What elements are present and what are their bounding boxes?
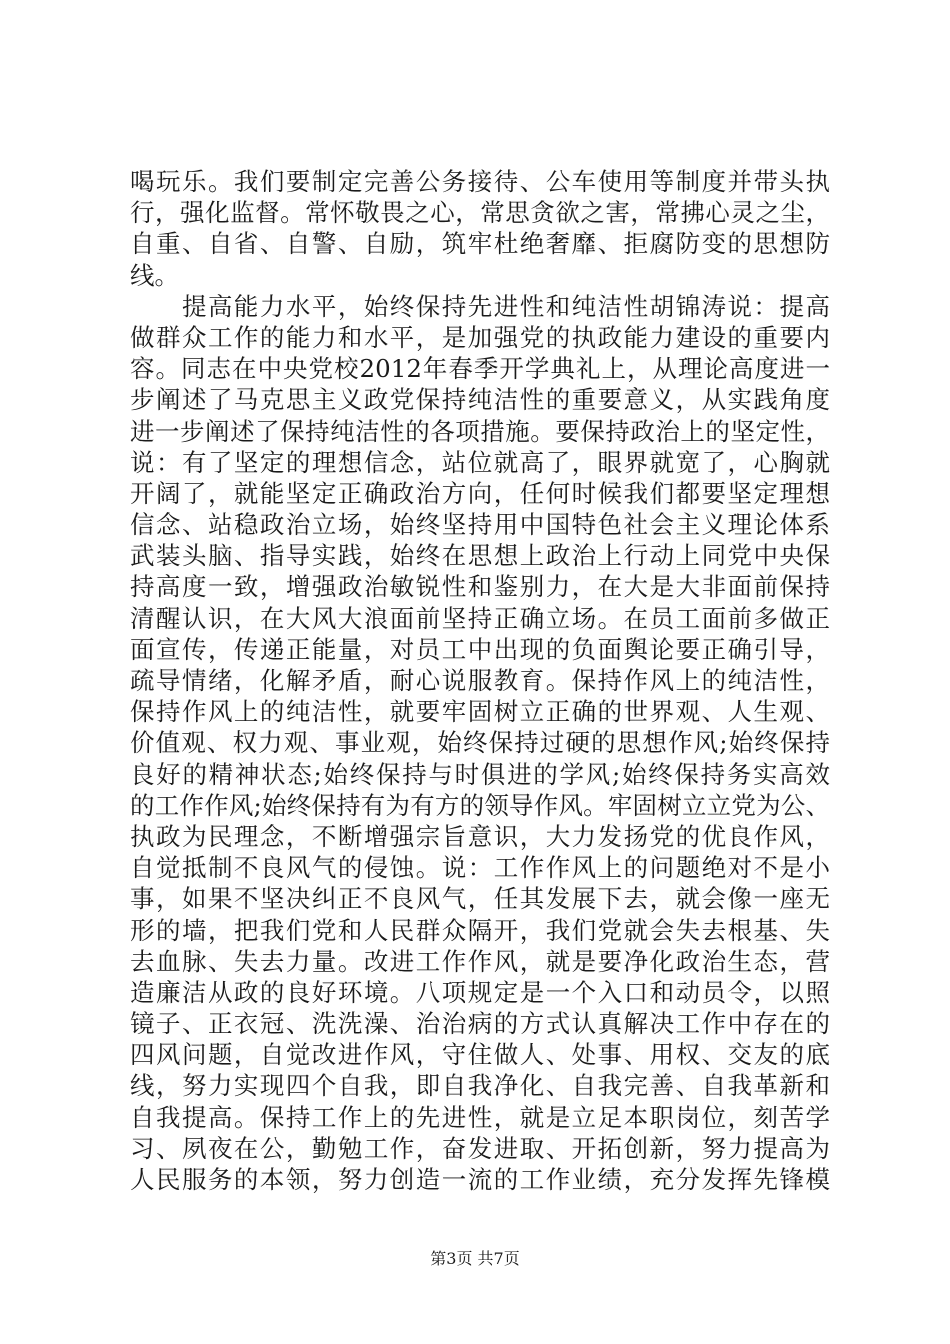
text-line: 形的墙，把我们党和人民群众隔开，我们党就会失去根基、失 xyxy=(130,915,830,945)
text-line: 自觉抵制不良风气的侵蚀。说：工作作风上的问题绝对不是小 xyxy=(130,853,830,883)
text-line: 价值观、权力观、事业观，始终保持过硬的思想作风;始终保持 xyxy=(130,728,830,758)
page-number-footer: 第3页 共7页 xyxy=(430,1249,520,1268)
text-line: 开阔了，就能坚定正确政治方向，任何时候我们都要坚定理想 xyxy=(130,478,830,508)
text-line: 做群众工作的能力和水平，是加强党的执政能力建设的重要内 xyxy=(130,322,830,352)
text-line: 容。同志在中央党校2012年春季开学典礼上，从理论高度进一 xyxy=(130,354,830,384)
text-line: 信念、站稳政治立场，始终坚持用中国特色社会主义理论体系 xyxy=(130,510,830,540)
text-line: 去血脉、失去力量。改进工作作风，就是要净化政治生态，营 xyxy=(130,946,830,976)
text-line: 习、夙夜在公，勤勉工作，奋发进取、开拓创新，努力提高为 xyxy=(130,1133,830,1163)
text-line: 步阐述了马克思主义政党保持纯洁性的重要意义，从实践角度 xyxy=(130,385,830,415)
text-line: 喝玩乐。我们要制定完善公务接待、公车使用等制度并带头执 xyxy=(130,167,830,196)
text-line: 清醒认识，在大风大浪面前坚持正确立场。在员工面前多做正 xyxy=(130,603,830,633)
text-line: 的工作作风;始终保持有为有方的领导作风。牢固树立立党为公、 xyxy=(130,790,830,820)
text-line: 人民服务的本领，努力创造一流的工作业绩，充分发挥先锋模 xyxy=(130,1165,830,1194)
text-line: 线，努力实现四个自我，即自我净化、自我完善、自我革新和 xyxy=(130,1071,830,1101)
text-line: 说：有了坚定的理想信念，站位就高了，眼界就宽了，心胸就 xyxy=(130,447,830,477)
text-line: 执政为民理念，不断增强宗旨意识，大力发扬党的优良作风， xyxy=(130,821,830,851)
text-line: 疏导情绪，化解矛盾，耐心说服教育。保持作风上的纯洁性， xyxy=(130,666,830,695)
text-line: 保持作风上的纯洁性，就要牢固树立正确的世界观、人生观、 xyxy=(130,697,830,727)
text-line: 四风问题，自觉改进作风，守住做人、处事、用权、交友的底 xyxy=(130,1040,830,1070)
text-line: 持高度一致，增强政治敏锐性和鉴别力，在大是大非面前保持 xyxy=(130,572,830,602)
text-line: 镜子、正衣冠、洗洗澡、治治病的方式认真解决工作中存在的 xyxy=(130,1009,830,1039)
text-line: 线。 xyxy=(130,260,179,290)
text-line: 事，如果不坚决纠正不良风气，任其发展下去，就会像一座无 xyxy=(130,884,830,914)
text-line: 提高能力水平，始终保持先进性和纯洁性胡锦涛说：提高 xyxy=(130,291,830,321)
text-line: 武装头脑、指导实践，始终在思想上政治上行动上同党中央保 xyxy=(130,541,830,571)
text-line: 自我提高。保持工作上的先进性，就是立足本职岗位，刻苦学 xyxy=(130,1102,830,1132)
text-line: 进一步阐述了保持纯洁性的各项措施。要保持政治上的坚定性， xyxy=(130,416,830,446)
document-body xyxy=(130,166,830,1195)
text-line: 面宣传，传递正能量，对员工中出现的负面舆论要正确引导， xyxy=(130,634,830,664)
paragraph-2 xyxy=(130,291,830,1195)
text-line: 良好的精神状态;始终保持与时俱进的学风;始终保持务实高效 xyxy=(130,759,830,789)
text-line: 造廉洁从政的良好环境。八项规定是一个入口和动员令，以照 xyxy=(130,977,830,1007)
text-line: 行，强化监督。常怀敬畏之心，常思贪欲之害，常拂心灵之尘， xyxy=(130,198,830,228)
text-line: 自重、自省、自警、自励，筑牢杜绝奢靡、拒腐防变的思想防 xyxy=(130,229,830,259)
paragraph-1 xyxy=(130,166,830,291)
